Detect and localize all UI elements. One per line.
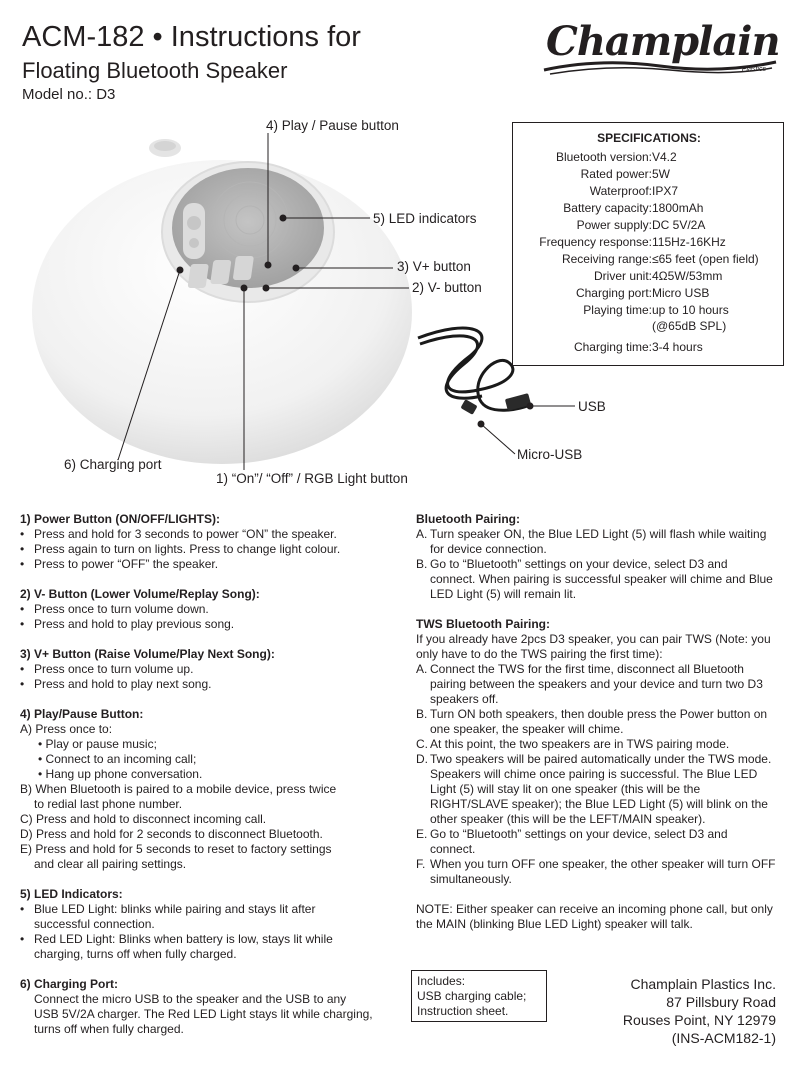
- spec-label: Rated power:: [580, 167, 652, 181]
- section-play-pause: [20, 707, 390, 872]
- includes-box: [411, 970, 547, 1022]
- address-line: (INS-ACM182-1): [671, 1030, 776, 1046]
- note-paragraph: [416, 902, 794, 932]
- list-item: E. Go to “Bluetooth” settings on your device, select D3 and: [416, 827, 728, 841]
- spec-value: up to 10 hours: [652, 303, 729, 317]
- list-item: connect.: [430, 842, 476, 856]
- list-item: and clear all pairing settings.: [34, 857, 187, 871]
- logo-wordmark: Champlain: [546, 18, 780, 65]
- section-heading: 3) V+ Button (Raise Volume/Play Next Song):: [20, 647, 275, 661]
- list-item: Light (5) will stay lit on one speaker (this will be the: [430, 782, 701, 796]
- section-heading: 2) V- Button (Lower Volume/Replay Song):: [20, 587, 260, 601]
- spec-label: Bluetooth version:: [555, 150, 652, 164]
- bullet-item: • Blue LED Light: blinks while pairing and stays lit after: [20, 902, 316, 916]
- spec-value: 1800mAh: [652, 201, 704, 215]
- section-heading: Bluetooth Pairing:: [416, 512, 520, 526]
- list-item: B. Go to “Bluetooth” settings on your device, select D3 and: [416, 557, 728, 571]
- bullet-item: • Press once to turn volume down.: [20, 602, 209, 616]
- list-item: other speaker (this will be the LEFT/MAIN speaker).: [430, 812, 706, 826]
- spec-value: 3-4 hours: [652, 340, 703, 354]
- address-line: Rouses Point, NY 12979: [622, 1012, 776, 1028]
- section-bluetooth-pairing: [416, 512, 794, 602]
- spec-value: IPX7: [652, 184, 679, 198]
- bullet-item: • Press once to turn volume up.: [20, 662, 194, 676]
- includes-line: Includes:: [417, 974, 466, 988]
- bullet-item: successful connection.: [34, 917, 155, 931]
- list-item: A) Press once to:: [20, 722, 113, 736]
- list-item: RIGHT/SLAVE speaker); the Blue LED Light (5) will blink on the: [430, 797, 768, 811]
- callout-v-minus: 2) V- button: [412, 280, 482, 295]
- list-item: E) Press and hold for 5 seconds to reset to factory settings: [20, 842, 332, 856]
- bullet-item: • Press and hold to play previous song.: [20, 617, 235, 631]
- list-item: turns off when fully charged.: [34, 1022, 184, 1036]
- spec-label: Battery capacity:: [563, 201, 652, 215]
- spec-label: Frequency response:: [539, 235, 652, 249]
- list-item: USB 5V/2A charger. The Red LED Light stays lit while charging,: [34, 1007, 373, 1021]
- model-number: Model no.: D3: [22, 86, 116, 103]
- section-tws-pairing: [416, 617, 794, 887]
- list-item: • Connect to an incoming call;: [38, 752, 197, 766]
- callout-micro-usb: Micro-USB: [517, 447, 583, 462]
- list-item: pairing between the speakers and your device and turn two D3: [430, 677, 763, 691]
- list-item: simultaneously.: [430, 872, 512, 886]
- section-heading: 6) Charging Port:: [20, 977, 118, 991]
- list-item: B) When Bluetooth is paired to a mobile device, press twice: [20, 782, 337, 796]
- note-line: the MAIN (blinking Blue LED Light) speaker will talk.: [416, 917, 693, 931]
- bullet-item: • Press to power “OFF” the speaker.: [20, 557, 219, 571]
- bullet-item: • Press and hold for 3 seconds to power “ON” the speaker.: [20, 527, 337, 541]
- specifications-box: [512, 122, 784, 366]
- instructions-right-column: [416, 512, 794, 932]
- list-item: LED Light (5) will remain lit.: [430, 587, 577, 601]
- includes-line: USB charging cable;: [417, 989, 527, 1003]
- spec-label: Driver unit:: [593, 269, 652, 283]
- list-item: D) Press and hold for 2 seconds to disconnect Bluetooth.: [20, 827, 323, 841]
- spec-label: Charging port:: [575, 286, 652, 300]
- list-item: F. When you turn OFF one speaker, the other speaker will turn OFF: [416, 857, 776, 871]
- section-heading: 5) LED Indicators:: [20, 887, 123, 901]
- spec-value: Micro USB: [652, 286, 710, 300]
- callout-v-plus: 3) V+ button: [397, 259, 471, 274]
- spec-label: Charging time:: [573, 340, 652, 354]
- spec-label: Waterproof:: [589, 184, 652, 198]
- list-item: speakers off.: [430, 692, 499, 706]
- spec-value: 4Ω5W/53mm: [652, 269, 723, 283]
- spec-value: 115Hz-16KHz: [652, 235, 726, 249]
- company-address: [560, 975, 776, 1047]
- specifications-title: SPECIFICATIONS:: [597, 131, 701, 145]
- champlain-logo: [540, 18, 780, 88]
- callout-usb: USB: [578, 399, 606, 414]
- address-line: Champlain Plastics Inc.: [630, 976, 776, 992]
- spec-value: 5W: [652, 167, 670, 181]
- list-item: C) Press and hold to disconnect incoming call.: [20, 812, 267, 826]
- list-item: A. Turn speaker ON, the Blue LED Light (5) will flash while waiting: [416, 527, 767, 541]
- list-item: connect. When pairing is successful speaker will chime and Blue: [430, 572, 773, 586]
- spec-label: Playing time:: [583, 303, 652, 317]
- list-item: • Play or pause music;: [38, 737, 157, 751]
- includes-line: Instruction sheet.: [417, 1004, 509, 1018]
- document-subtitle: Floating Bluetooth Speaker: [22, 58, 288, 83]
- section-v-plus: [20, 647, 390, 692]
- address-line: 87 Pillsbury Road: [666, 994, 776, 1010]
- list-item: C. At this point, the two speakers are in TWS pairing mode.: [416, 737, 730, 751]
- spec-label: Power supply:: [576, 218, 652, 232]
- callout-charging-port: 6) Charging port: [64, 457, 162, 472]
- list-item: If you already have 2pcs D3 speaker, you can pair TWS (Note: you: [416, 632, 771, 646]
- list-item: only have to do the TWS pairing the first time):: [416, 647, 663, 661]
- list-item: to redial last phone number.: [34, 797, 183, 811]
- spec-value: ≤65 feet (open field): [652, 252, 759, 266]
- spec-value: (@65dB SPL): [652, 319, 727, 333]
- callout-play-pause: 4) Play / Pause button: [266, 118, 399, 133]
- spec-value: V4.2: [652, 150, 677, 164]
- bullet-item: charging, turns off when fully charged.: [34, 947, 237, 961]
- control-panel: [162, 162, 334, 302]
- list-item: B. Turn ON both speakers, then double press the Power button on: [416, 707, 768, 721]
- list-item: one speaker, the speaker will chime.: [430, 722, 624, 736]
- logo-subtext: Plastics: [741, 66, 766, 73]
- note-line: NOTE: Either speaker can receive an incoming phone call, but only: [416, 902, 773, 916]
- bullet-item: • Red LED Light: Blinks when battery is low, stays lit while: [20, 932, 333, 946]
- section-heading: TWS Bluetooth Pairing:: [416, 617, 550, 631]
- bullet-item: • Press again to turn on lights. Press to change light colour.: [20, 542, 341, 556]
- spec-label: Receiving range:: [561, 252, 652, 266]
- section-heading: 1) Power Button (ON/OFF/LIGHTS):: [20, 512, 220, 526]
- document-title: ACM-182 • Instructions for: [22, 21, 361, 53]
- section-v-minus: [20, 587, 390, 632]
- list-item: Speakers will chime once pairing is successful. The Blue LED: [430, 767, 758, 781]
- list-item: Connect the micro USB to the speaker and the USB to any: [34, 992, 347, 1006]
- list-item: for device connection.: [430, 542, 547, 556]
- list-item: • Hang up phone conversation.: [38, 767, 203, 781]
- callout-power-button: 1) “On”/ “Off” / RGB Light button: [216, 471, 408, 486]
- spec-value: DC 5V/2A: [652, 218, 706, 232]
- list-item: A. Connect the TWS for the first time, disconnect all Bluetooth: [416, 662, 744, 676]
- bullet-item: • Press and hold to play next song.: [20, 677, 212, 691]
- section-charging-port: [20, 977, 390, 1037]
- callout-led-indicators: 5) LED indicators: [373, 211, 477, 226]
- section-power-button: [20, 512, 390, 572]
- list-item: D. Two speakers will be paired automatically under the TWS mode.: [416, 752, 772, 766]
- section-heading: 4) Play/Pause Button:: [20, 707, 144, 721]
- section-led-indicators: [20, 887, 390, 962]
- instructions-left-column: [20, 512, 390, 1052]
